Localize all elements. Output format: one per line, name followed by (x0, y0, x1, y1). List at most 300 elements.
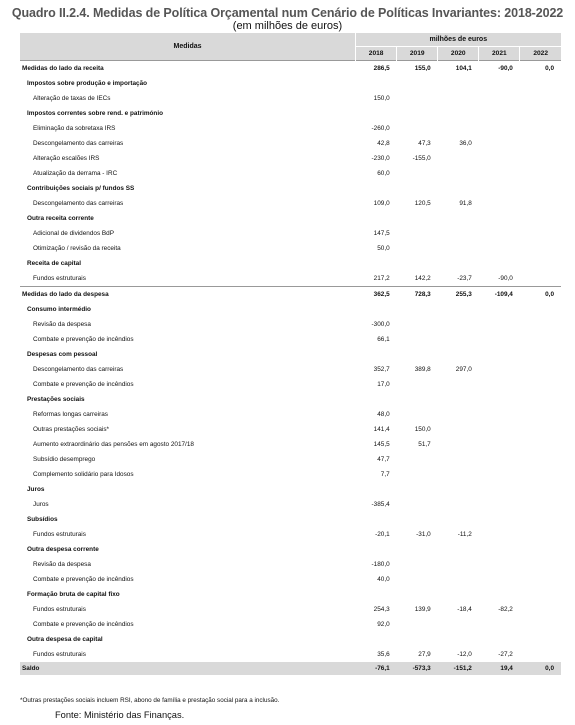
cell-value: 0,0 (520, 61, 561, 77)
category-row (20, 482, 561, 497)
cell-value (397, 377, 438, 392)
header-year: 2022 (520, 47, 561, 61)
cell-value (520, 422, 561, 437)
cell-value (356, 106, 397, 121)
cell-value (520, 617, 561, 632)
cell-value: 91,8 (459, 200, 472, 207)
header-year: 2020 (438, 47, 479, 61)
cell-value: 297,0 (455, 366, 472, 373)
cell-value: 66,1 (377, 336, 390, 343)
cell-value (520, 317, 561, 332)
cell-value (438, 226, 479, 241)
cell-value (479, 256, 520, 271)
cell-value (479, 392, 520, 407)
cell-value (520, 76, 561, 91)
table-row (20, 121, 561, 136)
cell-value (520, 241, 561, 256)
row-label: Receita de capital (27, 260, 81, 267)
cell-value: 142,2 (414, 275, 431, 282)
cell-value (520, 271, 561, 287)
row-label: Medidas do lado da despesa (20, 287, 356, 303)
cell-value (438, 151, 479, 166)
cell-value (356, 542, 397, 557)
table-row (20, 166, 561, 181)
row-label: Fundos estruturais (33, 651, 86, 658)
cell-value: 104,1 (438, 61, 479, 77)
table-row (20, 362, 561, 377)
cell-value (438, 332, 479, 347)
row-label: Complemento solidário para Idosos (33, 471, 134, 478)
cell-value: -27,2 (498, 651, 513, 658)
cell-value (520, 377, 561, 392)
table-body (20, 61, 561, 676)
cell-value: 362,5 (356, 287, 397, 303)
cell-value (520, 527, 561, 542)
cell-value (397, 211, 438, 226)
cell-value (438, 166, 479, 181)
cell-value: 17,0 (377, 381, 390, 388)
table-row (20, 572, 561, 587)
cell-value (397, 181, 438, 196)
cell-value (520, 587, 561, 602)
cell-value: 50,0 (377, 245, 390, 252)
cell-value (520, 602, 561, 617)
cell-value (397, 91, 438, 106)
cell-value (397, 302, 438, 317)
cell-value: 150,0 (373, 95, 390, 102)
cell-value (438, 542, 479, 557)
cell-value (479, 527, 520, 542)
category-row (20, 302, 561, 317)
cell-value (397, 542, 438, 557)
cell-value: -573,3 (397, 662, 438, 675)
cell-value (479, 617, 520, 632)
cell-value: 217,2 (373, 275, 390, 282)
cell-value (479, 332, 520, 347)
table-title: Quadro II.2.4. Medidas de Política Orçamental num Cenário de Políticas Invariantes: 2018-2022 (11, 6, 564, 20)
row-label: Outra despesa corrente (27, 546, 99, 553)
cell-value (520, 332, 561, 347)
cell-value (397, 166, 438, 181)
row-label: Descongelamento das carreiras (33, 200, 124, 207)
header-medidas: Medidas (20, 33, 356, 61)
table-row (20, 271, 561, 287)
cell-value (438, 557, 479, 572)
cell-value (520, 151, 561, 166)
cell-value (479, 587, 520, 602)
cell-value (356, 76, 397, 91)
cell-value (397, 407, 438, 422)
cell-value (520, 467, 561, 482)
cell-value: 40,0 (377, 576, 390, 583)
category-row (20, 347, 561, 362)
row-label: Subsídio desemprego (33, 456, 96, 463)
cell-value: -82,2 (498, 606, 513, 613)
cell-value (438, 211, 479, 226)
cell-value (438, 512, 479, 527)
row-label: Prestações sociais (27, 396, 85, 403)
row-label: Subsídios (27, 516, 58, 523)
row-label: Reformas longas carreiras (33, 411, 108, 418)
cell-value: 48,0 (377, 411, 390, 418)
cell-value (356, 632, 397, 647)
table-row (20, 497, 561, 512)
row-label: Impostos correntes sobre rend. e património (27, 110, 164, 117)
cell-value: -300,0 (371, 321, 390, 328)
row-label: Consumo intermédio (27, 306, 91, 313)
category-row (20, 587, 561, 602)
row-label: Revisão da despesa (33, 321, 91, 328)
table-row (20, 602, 561, 617)
cell-value (438, 377, 479, 392)
cell-value (520, 452, 561, 467)
cell-value (397, 347, 438, 362)
cell-value (438, 497, 479, 512)
cell-value (438, 241, 479, 256)
cell-value (479, 211, 520, 226)
total-row (20, 662, 561, 675)
cell-value (397, 467, 438, 482)
cell-value (438, 106, 479, 121)
cell-value (397, 452, 438, 467)
cell-value: 47,7 (377, 456, 390, 463)
cell-value (438, 572, 479, 587)
row-label: Saldo (20, 662, 356, 675)
cell-value (520, 136, 561, 151)
cell-value: -230,0 (371, 155, 390, 162)
cell-value (479, 497, 520, 512)
row-label: Formação bruta de capital fixo (27, 591, 120, 598)
cell-value (356, 347, 397, 362)
cell-value (356, 482, 397, 497)
table-row (20, 527, 561, 542)
category-row (20, 542, 561, 557)
cell-value (438, 467, 479, 482)
row-label: Descongelamento das carreiras (33, 366, 124, 373)
cell-value: 155,0 (397, 61, 438, 77)
cell-value (479, 467, 520, 482)
cell-value: -90,0 (498, 275, 513, 282)
cell-value (479, 512, 520, 527)
cell-value: 51,7 (418, 441, 431, 448)
cell-value: -20,1 (375, 531, 390, 538)
cell-value: -23,7 (457, 275, 472, 282)
table-row (20, 136, 561, 151)
cell-value (479, 91, 520, 106)
cell-value (479, 437, 520, 452)
table-row (20, 452, 561, 467)
cell-value: 728,3 (397, 287, 438, 303)
cell-value (479, 76, 520, 91)
footnote: *Outras prestações sociais incluem RSI, abono de família e prestação social para a inclusão. (20, 697, 280, 704)
cell-value (479, 347, 520, 362)
cell-value: 47,3 (418, 140, 431, 147)
cell-value (520, 647, 561, 662)
cell-value (356, 587, 397, 602)
cell-value: 352,7 (373, 366, 390, 373)
cell-value (520, 482, 561, 497)
row-label: Combate e prevenção de incêndios (33, 336, 134, 343)
cell-value (438, 392, 479, 407)
cell-value (479, 407, 520, 422)
cell-value (479, 226, 520, 241)
row-label: Atualização da derrama - IRC (33, 170, 118, 177)
cell-value: -76,1 (356, 662, 397, 675)
cell-value (356, 211, 397, 226)
table-row (20, 241, 561, 256)
cell-value (479, 166, 520, 181)
cell-value (438, 632, 479, 647)
cell-value (520, 572, 561, 587)
table-subtitle: (em milhões de euros) (232, 20, 343, 32)
cell-value (397, 632, 438, 647)
cell-value (479, 106, 520, 121)
table-row (20, 437, 561, 452)
cell-value: -155,0 (412, 155, 431, 162)
cell-value (356, 181, 397, 196)
cell-value (479, 377, 520, 392)
cell-value: 35,6 (377, 651, 390, 658)
cell-value (479, 542, 520, 557)
table-row (20, 557, 561, 572)
section-row (20, 61, 561, 77)
cell-value (438, 121, 479, 136)
table-row (20, 407, 561, 422)
cell-value (520, 512, 561, 527)
row-label: Outras prestações sociais* (33, 426, 110, 433)
cell-value: 19,4 (479, 662, 520, 675)
cell-value: 60,0 (377, 170, 390, 177)
cell-value (397, 392, 438, 407)
cell-value (520, 407, 561, 422)
cell-value (356, 512, 397, 527)
row-label: Impostos sobre produção e importação (27, 80, 148, 87)
cell-value: -12,0 (457, 651, 472, 658)
measures-table (20, 33, 561, 675)
cell-value (479, 557, 520, 572)
row-label: Adicional de dividendos BdP (33, 230, 115, 237)
cell-value (438, 317, 479, 332)
cell-value: 255,3 (438, 287, 479, 303)
cell-value (438, 407, 479, 422)
table-row (20, 151, 561, 166)
cell-value: 27,9 (418, 651, 431, 658)
row-label: Outra receita corrente (27, 215, 94, 222)
category-row (20, 211, 561, 226)
row-label: Otimização / revisão da receita (33, 245, 121, 252)
cell-value (438, 302, 479, 317)
cell-value (397, 332, 438, 347)
cell-value (479, 482, 520, 497)
row-label: Eliminação da sobretaxa IRS (33, 125, 116, 132)
cell-value (397, 121, 438, 136)
cell-value (479, 317, 520, 332)
cell-value (397, 317, 438, 332)
cell-value (438, 181, 479, 196)
cell-value (479, 196, 520, 211)
row-label: Alteração de taxas de IECs (33, 95, 111, 102)
cell-value (479, 181, 520, 196)
cell-value (438, 347, 479, 362)
row-label: Fundos estruturais (33, 606, 86, 613)
cell-value: 120,5 (414, 200, 431, 207)
cell-value (397, 106, 438, 121)
cell-value (438, 587, 479, 602)
cell-value: 36,0 (459, 140, 472, 147)
cell-value (356, 392, 397, 407)
cell-value: 286,5 (356, 61, 397, 77)
cell-value (479, 302, 520, 317)
cell-value (520, 347, 561, 362)
header-year: 2019 (397, 47, 438, 61)
cell-value: -90,0 (479, 61, 520, 77)
header-year: 2018 (356, 47, 397, 61)
table-row (20, 196, 561, 211)
row-label: Alteração escalões IRS (33, 155, 100, 162)
table-row (20, 377, 561, 392)
cell-value: -260,0 (371, 125, 390, 132)
row-label: Descongelamento das carreiras (33, 140, 124, 147)
cell-value (438, 256, 479, 271)
cell-value (520, 91, 561, 106)
table-row (20, 617, 561, 632)
cell-value: 7,7 (380, 471, 390, 478)
cell-value (520, 121, 561, 136)
category-row (20, 256, 561, 271)
cell-value: 0,0 (520, 662, 561, 675)
cell-value: 0,0 (520, 287, 561, 303)
cell-value (438, 452, 479, 467)
cell-value (397, 557, 438, 572)
cell-value: 109,0 (373, 200, 390, 207)
cell-value (438, 76, 479, 91)
cell-value (479, 121, 520, 136)
header-unit: milhões de euros (356, 33, 561, 47)
cell-value (356, 302, 397, 317)
cell-value (397, 256, 438, 271)
cell-value: 92,0 (377, 621, 390, 628)
table-row (20, 647, 561, 662)
cell-value (397, 482, 438, 497)
table-row (20, 422, 561, 437)
row-label: Aumento extraordinário das pensões em agosto 2017/18 (33, 441, 194, 448)
row-label: Medidas do lado da receita (20, 61, 356, 77)
cell-value (520, 211, 561, 226)
row-label: Combate e prevenção de incêndios (33, 576, 134, 583)
row-label: Outra despesa de capital (27, 636, 103, 643)
row-label: Contribuições sociais p/ fundos SS (27, 185, 135, 192)
cell-value (438, 617, 479, 632)
cell-value (520, 362, 561, 377)
cell-value (479, 362, 520, 377)
row-label: Despesas com pessoal (27, 351, 98, 358)
table-row (20, 467, 561, 482)
cell-value (397, 497, 438, 512)
section-row (20, 287, 561, 303)
cell-value (479, 151, 520, 166)
cell-value (520, 542, 561, 557)
cell-value (438, 422, 479, 437)
cell-value (356, 256, 397, 271)
cell-value: -180,0 (371, 561, 390, 568)
cell-value (397, 572, 438, 587)
cell-value (479, 572, 520, 587)
cell-value (520, 302, 561, 317)
category-row (20, 106, 561, 121)
cell-value: -11,2 (457, 531, 472, 538)
category-row (20, 181, 561, 196)
row-label: Combate e prevenção de incêndios (33, 381, 134, 388)
source-note: Fonte: Ministério das Finanças. (55, 710, 185, 720)
cell-value (520, 632, 561, 647)
cell-value: 145,5 (373, 441, 390, 448)
cell-value (520, 166, 561, 181)
cell-value: 150,0 (414, 426, 431, 433)
cell-value (520, 497, 561, 512)
cell-value: 147,5 (373, 230, 390, 237)
cell-value (520, 226, 561, 241)
cell-value (520, 196, 561, 211)
cell-value (520, 392, 561, 407)
cell-value: -151,2 (438, 662, 479, 675)
cell-value: -31,0 (416, 531, 431, 538)
category-row (20, 392, 561, 407)
cell-value: -109,4 (479, 287, 520, 303)
cell-value (479, 136, 520, 151)
row-label: Fundos estruturais (33, 275, 86, 282)
cell-value (438, 482, 479, 497)
table-row (20, 332, 561, 347)
row-label: Revisão da despesa (33, 561, 91, 568)
table-row (20, 226, 561, 241)
cell-value (520, 181, 561, 196)
category-row (20, 632, 561, 647)
cell-value: 139,9 (414, 606, 431, 613)
header-year: 2021 (479, 47, 520, 61)
row-label: Juros (33, 501, 49, 508)
cell-value (397, 587, 438, 602)
row-label: Fundos estruturais (33, 531, 86, 538)
table-row (20, 91, 561, 106)
cell-value: 141,4 (373, 426, 390, 433)
table-row (20, 317, 561, 332)
cell-value: 254,3 (373, 606, 390, 613)
cell-value (397, 512, 438, 527)
cell-value (479, 422, 520, 437)
cell-value (438, 91, 479, 106)
cell-value (520, 106, 561, 121)
row-label: Combate e prevenção de incêndios (33, 621, 134, 628)
cell-value (438, 437, 479, 452)
cell-value (397, 241, 438, 256)
category-row (20, 76, 561, 91)
row-label: Juros (27, 486, 45, 493)
cell-value: -385,4 (371, 501, 390, 508)
category-row (20, 512, 561, 527)
cell-value: 389,8 (414, 366, 431, 373)
cell-value: 42,8 (377, 140, 390, 147)
cell-value (520, 557, 561, 572)
cell-value (397, 617, 438, 632)
cell-value (520, 437, 561, 452)
cell-value (479, 452, 520, 467)
cell-value (479, 632, 520, 647)
cell-value (397, 76, 438, 91)
cell-value: -18,4 (457, 606, 472, 613)
cell-value (520, 256, 561, 271)
cell-value (479, 241, 520, 256)
cell-value (397, 226, 438, 241)
